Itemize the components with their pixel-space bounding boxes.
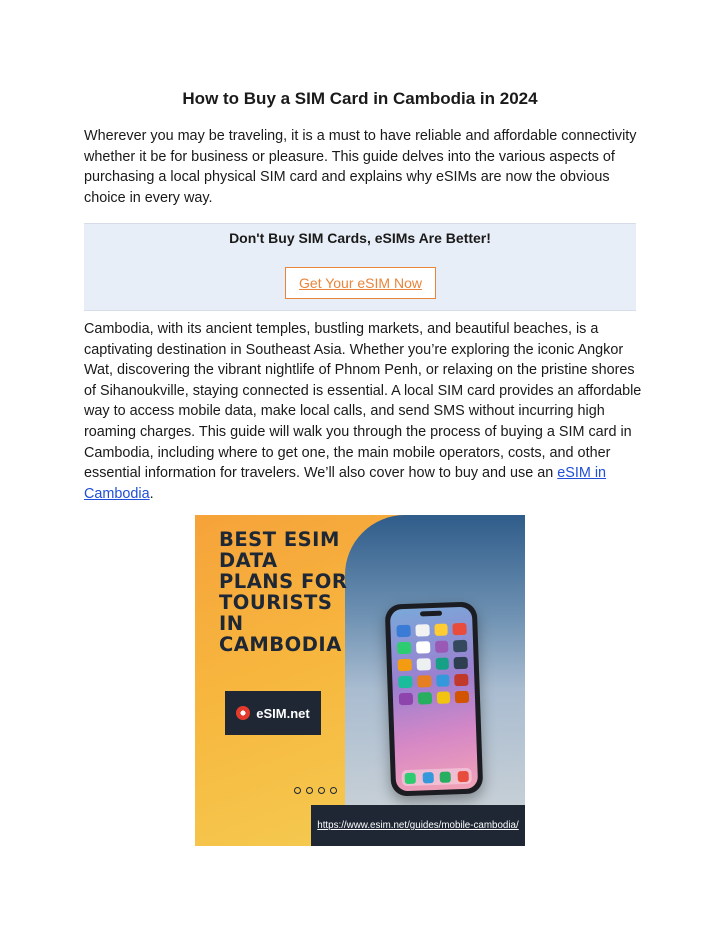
- app-icon: [415, 624, 429, 636]
- app-icon: [434, 623, 448, 635]
- logo-mark-icon: [236, 706, 250, 720]
- logo-text: eSIM.net: [256, 705, 310, 721]
- app-icon: [418, 692, 432, 704]
- app-icon: [398, 659, 412, 671]
- dot-icon: [306, 787, 313, 794]
- phone-notch: [420, 611, 442, 617]
- browser-icon: [422, 772, 433, 783]
- promo-headline: BEST ESIM DATA PLANS FOR TOURISTS IN CAMBODIA: [219, 528, 348, 656]
- music-icon: [457, 770, 468, 781]
- intro-paragraph: Wherever you may be traveling, it is a must to have reliable and affordable connectivity whether it be for business or pleasure. This guide delves into the various aspects of purchasing a local physical SIM card and explains why eSIMs are now the obvious choice in every way.: [84, 128, 637, 206]
- cta-banner: [84, 223, 636, 311]
- phone-screen: [390, 607, 478, 792]
- esim-net-logo: [225, 691, 321, 735]
- app-icon: [435, 657, 449, 669]
- dot-icon: [294, 787, 301, 794]
- smartphone-illustration: [385, 601, 484, 796]
- app-icon: [416, 658, 430, 670]
- messages-icon: [440, 771, 451, 782]
- phone-icon: [405, 772, 416, 783]
- app-icon: [453, 640, 467, 652]
- dot-icon: [318, 787, 325, 794]
- app-icon-grid: [396, 623, 469, 705]
- body-paragraph: [84, 319, 644, 504]
- page-title: How to Buy a SIM Card in Cambodia in 2024: [182, 89, 538, 108]
- app-icon: [436, 691, 450, 703]
- app-icon: [454, 657, 468, 669]
- app-icon: [396, 625, 410, 637]
- app-icon: [416, 641, 430, 653]
- promo-url-bar: [311, 805, 525, 846]
- app-icon: [455, 691, 469, 703]
- get-esim-button[interactable]: Get Your eSIM Now: [285, 267, 436, 299]
- body-text: Cambodia, with its ancient temples, bustling markets, and beautiful beaches, is a captivating destination in Southeast Asia. Whether you’re exploring the iconic Angkor Wat, discovering the vibrant nightlife of Phnom Penh, or relaxing on the pristine shores of Sihanoukville, staying connected is essential. A local SIM card provides an affordable way to access mobile data, make local calls, and send SMS without incurring high roaming charges. This guide will walk you through the process of buying a SIM card in Cambodia, including where to get one, the main mobile operators, costs, and other essential information for travelers. We’ll also cover how to buy and use an: [84, 321, 642, 482]
- dot-icon: [330, 787, 337, 794]
- app-icon: [434, 640, 448, 652]
- phone-dock: [401, 768, 472, 786]
- esim-cambodia-link[interactable]: eSIM in Cambodia: [84, 465, 607, 502]
- app-icon: [398, 676, 412, 688]
- body-text-end: .: [149, 485, 154, 502]
- cta-heading: Don't Buy SIM Cards, eSIMs Are Better!: [229, 230, 491, 246]
- app-icon: [454, 674, 468, 686]
- app-icon: [417, 675, 431, 687]
- app-icon: [399, 693, 413, 705]
- app-icon: [397, 642, 411, 654]
- promo-image: [195, 515, 525, 846]
- promo-url: https://www.esim.net/guides/mobile-cambodia/: [317, 820, 519, 831]
- app-icon: [453, 623, 467, 635]
- app-icon: [436, 674, 450, 686]
- carousel-dots: [294, 787, 337, 794]
